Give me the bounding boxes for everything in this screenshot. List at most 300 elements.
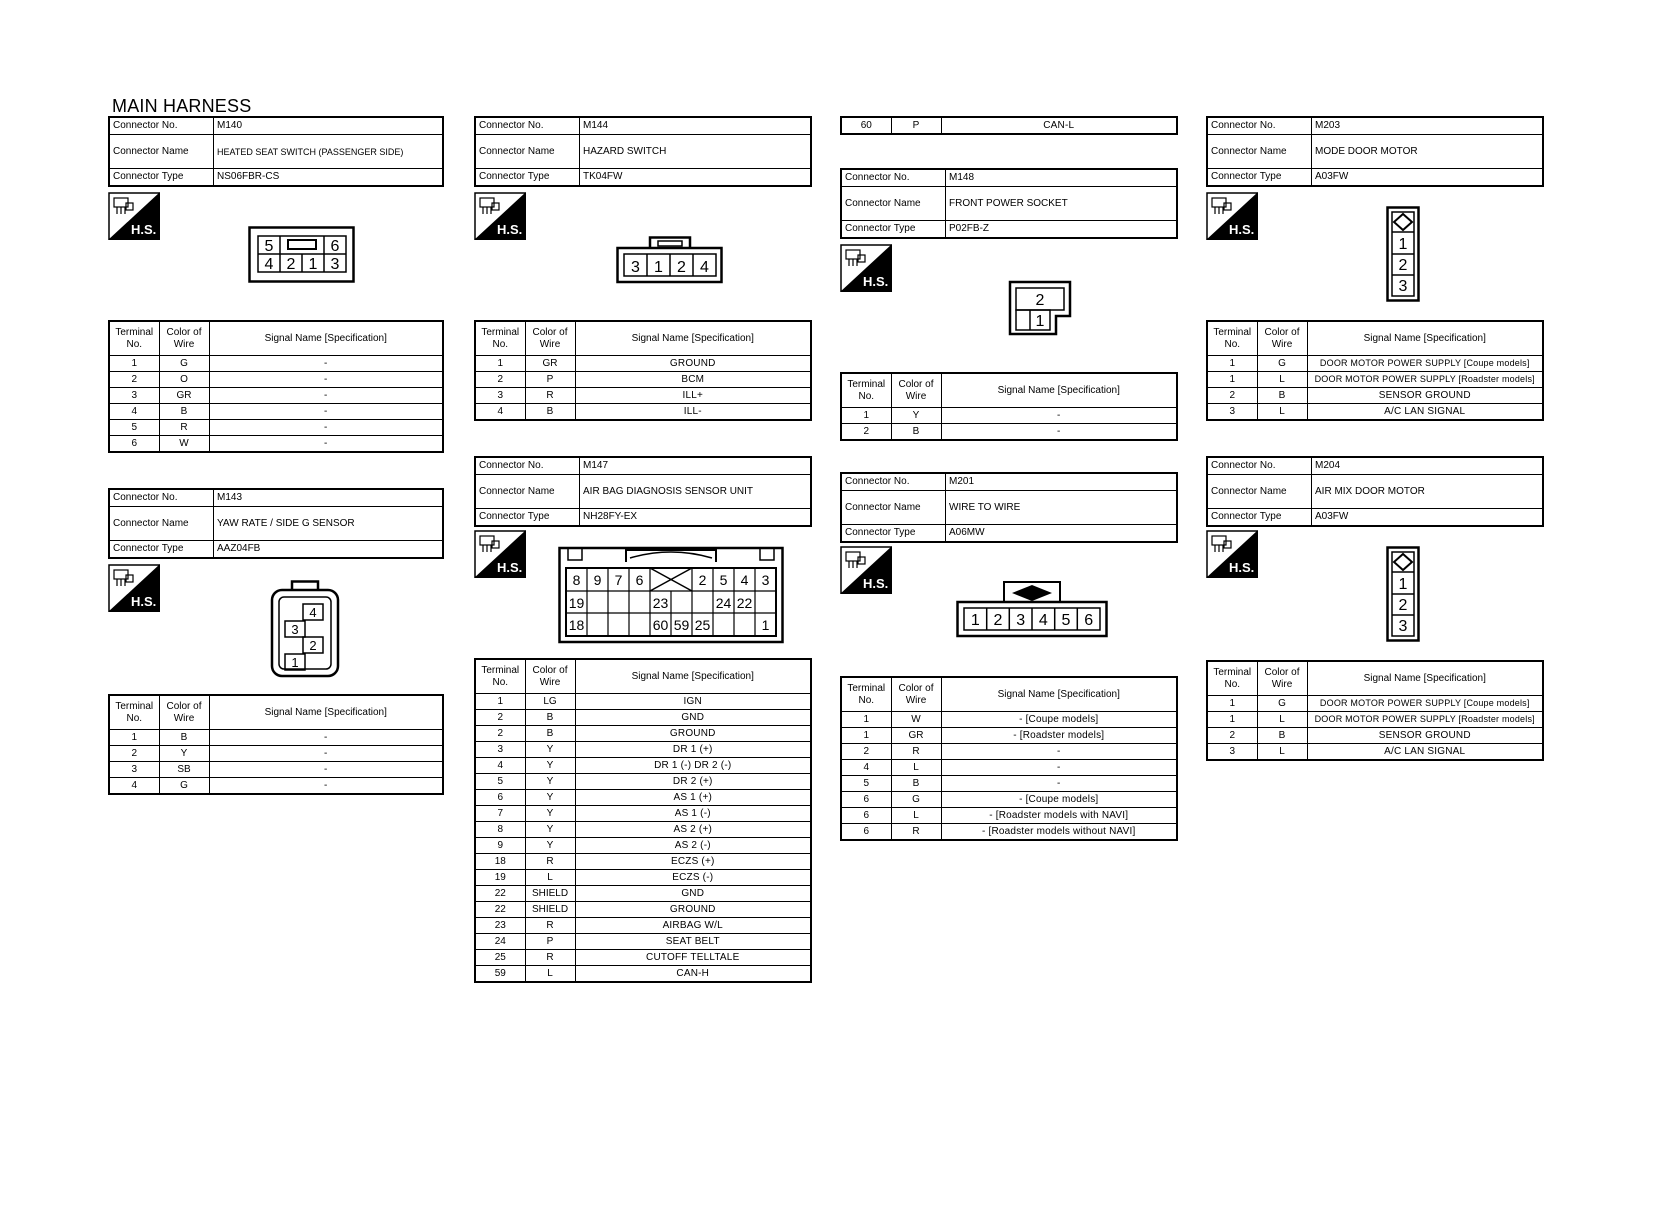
connector-m143 bbox=[108, 488, 444, 559]
terminal-table bbox=[840, 676, 1178, 841]
harness-side-icon bbox=[108, 564, 160, 612]
header-terminal-no: Terminal No. bbox=[1207, 321, 1257, 356]
connector-m147 bbox=[474, 456, 812, 527]
wire-color: Y bbox=[525, 838, 575, 854]
pin-label: 3 bbox=[1016, 612, 1026, 629]
connector-name: MODE DOOR MOTOR bbox=[1312, 135, 1544, 169]
signal-name: - [Roadster models without NAVI] bbox=[941, 824, 1177, 841]
wire-color: SHIELD bbox=[525, 902, 575, 918]
signal-name: - bbox=[209, 372, 443, 388]
signal-name: DR 1 (+) bbox=[575, 742, 811, 758]
pin-label: 22 bbox=[736, 595, 753, 611]
pin-label: 5 bbox=[264, 238, 274, 255]
terminal-row bbox=[1207, 728, 1543, 744]
connector-m203 bbox=[1206, 116, 1544, 187]
terminal-no: 4 bbox=[475, 758, 525, 774]
pin-label: 9 bbox=[593, 572, 602, 588]
terminal-row bbox=[475, 758, 811, 774]
wire-color: L bbox=[891, 808, 941, 824]
header-signal-name: Signal Name [Specification] bbox=[575, 321, 811, 356]
terminal-no: 19 bbox=[475, 870, 525, 886]
connector-face-m147 bbox=[558, 542, 784, 644]
terminal-row bbox=[475, 710, 811, 726]
terminal-row bbox=[109, 746, 443, 762]
pin-label: 3 bbox=[291, 622, 299, 637]
terminal-no: 3 bbox=[475, 388, 525, 404]
connector-name: YAW RATE / SIDE G SENSOR bbox=[214, 507, 444, 541]
header-signal-name: Signal Name [Specification] bbox=[941, 677, 1177, 712]
terminal-row bbox=[475, 886, 811, 902]
connector-type: TK04FW bbox=[580, 169, 812, 187]
terminal-table bbox=[474, 320, 812, 421]
label-connector-no: Connector No. bbox=[841, 169, 946, 187]
terminal-row bbox=[109, 404, 443, 420]
signal-name: - bbox=[209, 404, 443, 420]
terminal-row bbox=[1207, 356, 1543, 372]
terminal-row bbox=[475, 838, 811, 854]
pin-label: 59 bbox=[673, 617, 690, 633]
signal-name: - bbox=[941, 776, 1177, 792]
signal-name: - bbox=[209, 420, 443, 436]
signal-name: AIRBAG W/L bbox=[575, 918, 811, 934]
label-connector-no: Connector No. bbox=[841, 473, 946, 491]
wire-color: SB bbox=[159, 762, 209, 778]
label-connector-name: Connector Name bbox=[1207, 135, 1312, 169]
terminal-no: 3 bbox=[1207, 744, 1257, 761]
terminal-row bbox=[475, 774, 811, 790]
label-connector-no: Connector No. bbox=[109, 117, 214, 135]
terminal-no: 1 bbox=[1207, 356, 1257, 372]
header-terminal-no: Terminal No. bbox=[475, 321, 525, 356]
label-connector-name: Connector Name bbox=[1207, 475, 1312, 509]
hs-badge-text: H.S. bbox=[131, 594, 157, 609]
terminal-row bbox=[841, 808, 1177, 824]
header-color-of-wire: Color of Wire bbox=[525, 321, 575, 356]
signal-name: - bbox=[941, 408, 1177, 424]
wire-color: Y bbox=[525, 774, 575, 790]
page-title: MAIN HARNESS bbox=[112, 96, 252, 116]
wire-color: Y bbox=[525, 806, 575, 822]
terminal-no: 1 bbox=[109, 730, 159, 746]
terminal-row bbox=[841, 824, 1177, 841]
header-color-of-wire: Color of Wire bbox=[891, 677, 941, 712]
terminal-row bbox=[1207, 372, 1543, 388]
wire-color: R bbox=[525, 388, 575, 404]
terminal-table bbox=[474, 658, 812, 983]
connector-name: HAZARD SWITCH bbox=[580, 135, 812, 169]
terminal-row bbox=[475, 806, 811, 822]
harness-side-icon bbox=[108, 192, 160, 240]
terminal-no: 1 bbox=[109, 356, 159, 372]
signal-name: GROUND bbox=[575, 902, 811, 918]
signal-name: BCM bbox=[575, 372, 811, 388]
connector-no: M204 bbox=[1312, 457, 1544, 475]
label-connector-type: Connector Type bbox=[475, 509, 580, 527]
signal-name: - bbox=[209, 436, 443, 453]
signal-name: ECZS (-) bbox=[575, 870, 811, 886]
terminal-no: 3 bbox=[1207, 404, 1257, 421]
signal-name: - bbox=[209, 746, 443, 762]
header-color-of-wire: Color of Wire bbox=[159, 695, 209, 730]
header-signal-name: Signal Name [Specification] bbox=[1307, 661, 1543, 696]
wire-color: P bbox=[525, 934, 575, 950]
header-terminal-no: Terminal No. bbox=[841, 677, 891, 712]
connector-face-m148 bbox=[1008, 280, 1072, 336]
hs-badge-text: H.S. bbox=[863, 576, 889, 591]
label-connector-no: Connector No. bbox=[475, 457, 580, 475]
terminal-no: 59 bbox=[475, 966, 525, 983]
connector-type: A06MW bbox=[946, 525, 1178, 543]
pin-label: 1 bbox=[970, 612, 980, 629]
hs-badge-text: H.S. bbox=[1229, 222, 1255, 237]
signal-name: GROUND bbox=[575, 726, 811, 742]
terminal-no: 1 bbox=[1207, 372, 1257, 388]
terminal-row bbox=[475, 870, 811, 886]
terminal-row bbox=[475, 822, 811, 838]
terminal-row bbox=[841, 728, 1177, 744]
signal-name: CAN-H bbox=[575, 966, 811, 983]
signal-name: A/C LAN SIGNAL bbox=[1307, 404, 1543, 421]
signal-name: - bbox=[209, 356, 443, 372]
terminal-table bbox=[840, 372, 1178, 441]
signal-name: GROUND bbox=[575, 356, 811, 372]
pin-label: 3 bbox=[330, 256, 340, 273]
wire-color: B bbox=[525, 710, 575, 726]
wire-color: L bbox=[891, 760, 941, 776]
pin-label: 2 bbox=[1398, 597, 1408, 614]
terminal-table-m143-wrap bbox=[108, 694, 444, 795]
signal-name: - bbox=[941, 424, 1177, 441]
wire-color: B bbox=[159, 730, 209, 746]
signal-name: SENSOR GROUND bbox=[1307, 388, 1543, 404]
pin-label: 4 bbox=[264, 256, 274, 273]
connector-name: WIRE TO WIRE bbox=[946, 491, 1178, 525]
header-terminal-no: Terminal No. bbox=[841, 373, 891, 408]
wire-color: B bbox=[1257, 388, 1307, 404]
wire-color: Y bbox=[525, 790, 575, 806]
wire-color: G bbox=[1257, 696, 1307, 712]
label-connector-name: Connector Name bbox=[475, 475, 580, 509]
signal-name: DR 1 (-) DR 2 (-) bbox=[575, 758, 811, 774]
header-color-of-wire: Color of Wire bbox=[525, 659, 575, 694]
label-connector-name: Connector Name bbox=[841, 187, 946, 221]
wire-color: R bbox=[525, 918, 575, 934]
terminal-row bbox=[109, 778, 443, 795]
connector-info bbox=[1206, 456, 1544, 527]
pin-label: 1 bbox=[654, 259, 663, 276]
signal-name: - [Roadster models with NAVI] bbox=[941, 808, 1177, 824]
terminal-no: 6 bbox=[841, 792, 891, 808]
wire-color: R bbox=[525, 950, 575, 966]
wire-color: G bbox=[159, 356, 209, 372]
signal-name: - bbox=[941, 744, 1177, 760]
wire-color: P bbox=[525, 372, 575, 388]
header-signal-name: Signal Name [Specification] bbox=[941, 373, 1177, 408]
label-connector-type: Connector Type bbox=[1207, 169, 1312, 187]
signal-name: SENSOR GROUND bbox=[1307, 728, 1543, 744]
terminal-row bbox=[1207, 388, 1543, 404]
wire-color: LG bbox=[525, 694, 575, 710]
pin-label: 4 bbox=[700, 259, 709, 276]
terminal-row bbox=[109, 436, 443, 453]
terminal-row bbox=[841, 712, 1177, 728]
pin-label: 3 bbox=[631, 259, 640, 276]
signal-name: ILL+ bbox=[575, 388, 811, 404]
harness-side-icon bbox=[1206, 530, 1258, 578]
terminal-no: 18 bbox=[475, 854, 525, 870]
terminal-row bbox=[475, 726, 811, 742]
connector-info bbox=[840, 168, 1178, 239]
signal-name: DOOR MOTOR POWER SUPPLY [Roadster models] bbox=[1307, 372, 1543, 388]
pin-label: 1 bbox=[761, 617, 770, 633]
terminal-no: 23 bbox=[475, 918, 525, 934]
terminal-row bbox=[841, 744, 1177, 760]
pin-label: 1 bbox=[308, 256, 318, 273]
pin-label: 24 bbox=[715, 595, 732, 611]
harness-side-icon bbox=[474, 192, 526, 240]
terminal-table bbox=[108, 320, 444, 453]
connector-type: P02FB-Z bbox=[946, 221, 1178, 239]
terminal-no: 7 bbox=[475, 806, 525, 822]
terminal-no: 6 bbox=[109, 436, 159, 453]
signal-name: SEAT BELT bbox=[575, 934, 811, 950]
terminal-no: 22 bbox=[475, 902, 525, 918]
terminal-no: 5 bbox=[475, 774, 525, 790]
label-connector-name: Connector Name bbox=[841, 491, 946, 525]
wire-color: B bbox=[1257, 728, 1307, 744]
terminal-no: 4 bbox=[475, 404, 525, 421]
wire-color: W bbox=[891, 712, 941, 728]
terminal-row bbox=[475, 950, 811, 966]
terminal-no: 6 bbox=[841, 824, 891, 841]
pin-label: 25 bbox=[694, 617, 711, 633]
terminal-no: 2 bbox=[1207, 728, 1257, 744]
signal-name: ECZS (+) bbox=[575, 854, 811, 870]
connector-face-m144 bbox=[616, 236, 724, 284]
pin-label: 1 bbox=[1398, 236, 1408, 253]
terminal-table-m140-wrap bbox=[108, 320, 444, 453]
terminal-no: 6 bbox=[475, 790, 525, 806]
terminal-row bbox=[109, 388, 443, 404]
signal-name: ILL- bbox=[575, 404, 811, 421]
connector-info bbox=[474, 116, 812, 187]
pin-label: 3 bbox=[1398, 278, 1408, 295]
wire-color: GR bbox=[891, 728, 941, 744]
signal-name: A/C LAN SIGNAL bbox=[1307, 744, 1543, 761]
label-connector-name: Connector Name bbox=[109, 507, 214, 541]
wire-color: Y bbox=[525, 758, 575, 774]
wire-color: GR bbox=[525, 356, 575, 372]
terminal-row bbox=[841, 760, 1177, 776]
wire-color: L bbox=[525, 870, 575, 886]
wire-color: L bbox=[1257, 744, 1307, 761]
wire-color: G bbox=[1257, 356, 1307, 372]
connector-info bbox=[840, 472, 1178, 543]
terminal-table-m203-wrap bbox=[1206, 320, 1544, 421]
signal-name: AS 1 (-) bbox=[575, 806, 811, 822]
label-connector-no: Connector No. bbox=[109, 489, 214, 507]
terminal-row bbox=[475, 790, 811, 806]
connector-face-m204 bbox=[1386, 546, 1420, 642]
signal-name: IGN bbox=[575, 694, 811, 710]
wire-color: G bbox=[159, 778, 209, 795]
hs-badge-text: H.S. bbox=[131, 222, 157, 237]
connector-name: HEATED SEAT SWITCH (PASSENGER SIDE) bbox=[214, 135, 444, 169]
pin-label: 1 bbox=[291, 655, 299, 670]
signal-name: CAN-L bbox=[941, 117, 1177, 134]
wire-color: R bbox=[159, 420, 209, 436]
terminal-row bbox=[841, 776, 1177, 792]
terminal-row bbox=[475, 404, 811, 421]
label-connector-type: Connector Type bbox=[109, 169, 214, 187]
pin-label: 6 bbox=[330, 238, 340, 255]
terminal-no: 9 bbox=[475, 838, 525, 854]
connector-name: AIR BAG DIAGNOSIS SENSOR UNIT bbox=[580, 475, 812, 509]
harness-side-icon bbox=[840, 546, 892, 594]
terminal-no: 24 bbox=[475, 934, 525, 950]
connector-info bbox=[474, 456, 812, 527]
terminal-table-m204-wrap bbox=[1206, 660, 1544, 761]
signal-name: - bbox=[209, 730, 443, 746]
terminal-no: 25 bbox=[475, 950, 525, 966]
connector-face-m143 bbox=[270, 580, 340, 680]
connector-no: M143 bbox=[214, 489, 444, 507]
label-connector-no: Connector No. bbox=[1207, 457, 1312, 475]
terminal-no: 60 bbox=[841, 117, 891, 134]
wire-color: P bbox=[891, 117, 941, 134]
wire-color: Y bbox=[891, 408, 941, 424]
terminal-no: 2 bbox=[109, 372, 159, 388]
terminal-no: 1 bbox=[1207, 712, 1257, 728]
connector-face-m140 bbox=[248, 226, 356, 284]
wire-color: R bbox=[891, 744, 941, 760]
label-connector-type: Connector Type bbox=[841, 221, 946, 239]
harness-side-icon bbox=[840, 244, 892, 292]
label-connector-type: Connector Type bbox=[475, 169, 580, 187]
label-connector-type: Connector Type bbox=[1207, 509, 1312, 527]
label-connector-name: Connector Name bbox=[475, 135, 580, 169]
pin-label: 2 bbox=[309, 638, 317, 653]
pin-label: 2 bbox=[1398, 257, 1408, 274]
hs-badge-text: H.S. bbox=[497, 222, 523, 237]
terminal-no: 2 bbox=[841, 424, 891, 441]
terminal-no: 3 bbox=[109, 762, 159, 778]
signal-name: AS 2 (-) bbox=[575, 838, 811, 854]
pin-label: 60 bbox=[652, 617, 669, 633]
pin-label: 2 bbox=[698, 572, 707, 588]
header-signal-name: Signal Name [Specification] bbox=[575, 659, 811, 694]
pin-label: 2 bbox=[677, 259, 686, 276]
signal-name: GND bbox=[575, 886, 811, 902]
wire-color: L bbox=[1257, 404, 1307, 421]
connector-m140 bbox=[108, 116, 444, 187]
terminal-table-m144-wrap bbox=[474, 320, 812, 421]
terminal-no: 2 bbox=[475, 726, 525, 742]
terminal-no: 2 bbox=[841, 744, 891, 760]
wire-color: B bbox=[891, 424, 941, 441]
header-terminal-no: Terminal No. bbox=[109, 321, 159, 356]
signal-name: CUTOFF TELLTALE bbox=[575, 950, 811, 966]
terminal-row bbox=[475, 854, 811, 870]
pin-label: 8 bbox=[572, 572, 581, 588]
connector-name: AIR MIX DOOR MOTOR bbox=[1312, 475, 1544, 509]
pin-label: 2 bbox=[286, 256, 296, 273]
signal-name: AS 2 (+) bbox=[575, 822, 811, 838]
pin-label: 1 bbox=[1398, 576, 1408, 593]
terminal-row bbox=[475, 918, 811, 934]
wire-color: SHIELD bbox=[525, 886, 575, 902]
pin-label: 5 bbox=[1061, 612, 1071, 629]
signal-name: - [Roadster models] bbox=[941, 728, 1177, 744]
terminal-no: 1 bbox=[475, 356, 525, 372]
pin-label: 3 bbox=[1398, 618, 1408, 635]
header-terminal-no: Terminal No. bbox=[1207, 661, 1257, 696]
harness-side-icon bbox=[474, 530, 526, 578]
label-connector-type: Connector Type bbox=[841, 525, 946, 543]
terminal-row bbox=[109, 762, 443, 778]
wire-color: L bbox=[1257, 712, 1307, 728]
terminal-no: 8 bbox=[475, 822, 525, 838]
terminal-no: 4 bbox=[109, 778, 159, 795]
terminal-row bbox=[109, 356, 443, 372]
signal-name: - bbox=[941, 760, 1177, 776]
terminal-row bbox=[109, 730, 443, 746]
wire-color: L bbox=[1257, 372, 1307, 388]
pin-label: 2 bbox=[993, 612, 1003, 629]
signal-name: - bbox=[209, 762, 443, 778]
header-color-of-wire: Color of Wire bbox=[1257, 661, 1307, 696]
wire-color: Y bbox=[159, 746, 209, 762]
terminal-row bbox=[475, 694, 811, 710]
wire-color: W bbox=[159, 436, 209, 453]
terminal-table bbox=[1206, 320, 1544, 421]
terminal-table-m201-wrap bbox=[840, 676, 1178, 841]
terminal-table-m147-wrap bbox=[474, 658, 812, 983]
terminal-no: 1 bbox=[475, 694, 525, 710]
connector-no: M148 bbox=[946, 169, 1178, 187]
terminal-no: 5 bbox=[841, 776, 891, 792]
connector-no: M203 bbox=[1312, 117, 1544, 135]
terminal-table-continued bbox=[840, 116, 1178, 135]
connector-name: FRONT POWER SOCKET bbox=[946, 187, 1178, 221]
terminal-no: 1 bbox=[841, 408, 891, 424]
hs-badge-text: H.S. bbox=[863, 274, 889, 289]
terminal-no: 2 bbox=[475, 372, 525, 388]
signal-name: GND bbox=[575, 710, 811, 726]
signal-name: - bbox=[209, 778, 443, 795]
terminal-no: 3 bbox=[109, 388, 159, 404]
connector-m144 bbox=[474, 116, 812, 187]
signal-name: - [Coupe models] bbox=[941, 792, 1177, 808]
connector-m148 bbox=[840, 168, 1178, 239]
signal-name: DR 2 (+) bbox=[575, 774, 811, 790]
wire-color: L bbox=[525, 966, 575, 983]
header-color-of-wire: Color of Wire bbox=[1257, 321, 1307, 356]
terminal-row bbox=[109, 420, 443, 436]
terminal-no: 2 bbox=[1207, 388, 1257, 404]
terminal-row bbox=[841, 408, 1177, 424]
terminal-no: 1 bbox=[1207, 696, 1257, 712]
signal-name: DOOR MOTOR POWER SUPPLY [Roadster models] bbox=[1307, 712, 1543, 728]
terminal-no: 6 bbox=[841, 808, 891, 824]
pin-label: 4 bbox=[1038, 612, 1048, 629]
label-connector-type: Connector Type bbox=[109, 541, 214, 559]
wire-color: GR bbox=[159, 388, 209, 404]
pin-label: 4 bbox=[740, 572, 749, 588]
terminal-row bbox=[1207, 712, 1543, 728]
terminal-row bbox=[475, 902, 811, 918]
label-connector-no: Connector No. bbox=[475, 117, 580, 135]
